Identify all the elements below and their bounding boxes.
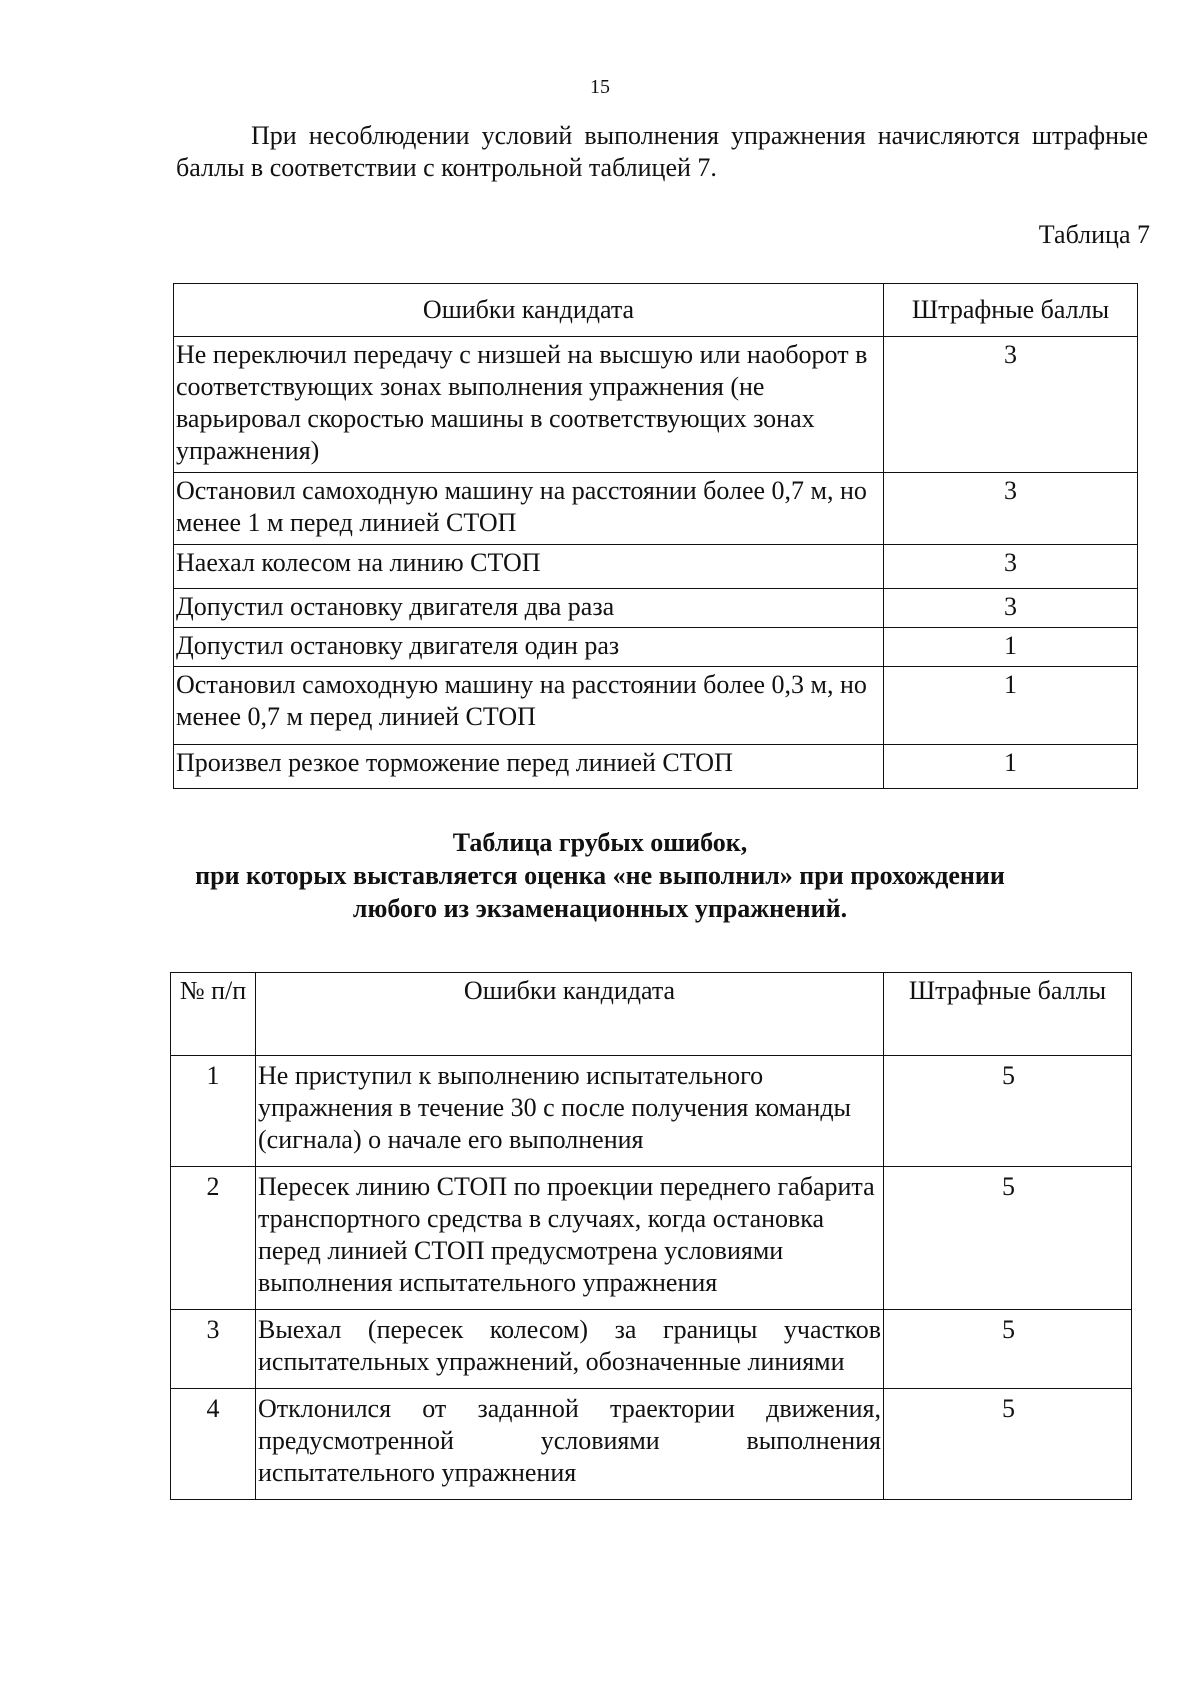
points-cell: 3 — [884, 545, 1138, 589]
points-cell: 5 — [884, 1310, 1132, 1389]
points-cell: 5 — [884, 1389, 1132, 1500]
row-number-cell: 1 — [171, 1056, 256, 1167]
table-row — [171, 1389, 1132, 1500]
error-cell: Допустил остановку двигателя два раза — [174, 589, 884, 628]
table-row — [174, 473, 1138, 545]
table-row — [174, 337, 1138, 473]
error-cell: Остановил самоходную машину на расстоянии более 0,3 м, но менее 0,7 м перед линией СТОП — [174, 667, 884, 745]
column-header-points: Штрафные баллы — [884, 284, 1138, 337]
error-cell: Допустил остановку двигателя один раз — [174, 628, 884, 667]
gross-title-line: при которых выставляется оценка «не выполнил» при прохождении — [195, 861, 1005, 890]
points-cell: 3 — [884, 589, 1138, 628]
points-cell: 3 — [884, 473, 1138, 545]
table-header-row — [174, 284, 1138, 337]
gross-title-line: Таблица грубых ошибок, — [452, 828, 748, 857]
table-header-row — [171, 973, 1132, 1056]
error-cell: Наехал колесом на линию СТОП — [174, 545, 884, 589]
table-row — [171, 1167, 1132, 1310]
error-cell: Остановил самоходную машину на расстоянии более 0,7 м, но менее 1 м перед линией СТОП — [174, 473, 884, 545]
error-cell: Не переключил передачу с низшей на высшую или наоборот в соответствующих зонах выполнения упражнения (не варьировал скоростью машины в соответствующих зонах упражнения) — [174, 337, 884, 473]
error-cell: Пересек линию СТОП по проекции переднего габарита транспортного средства в случаях, когда остановка перед линией СТОП предусмотрена условиями выполнения испытательного упражнения — [256, 1167, 884, 1310]
table-row — [174, 628, 1138, 667]
gross-errors-title — [0, 826, 1200, 925]
table-row — [171, 1056, 1132, 1167]
points-cell: 1 — [884, 628, 1138, 667]
penalty-table — [173, 283, 1138, 789]
row-number-cell: 4 — [171, 1389, 256, 1500]
error-cell: Выехал (пересек колесом) за границы участков испытательных упражнений, обозначенные линиями — [256, 1310, 884, 1389]
error-cell: Не приступил к выполнению испытательного упражнения в течение 30 с после получения команды (сигнала) о начале его выполнения — [256, 1056, 884, 1167]
points-cell: 5 — [884, 1056, 1132, 1167]
table-row — [174, 545, 1138, 589]
points-cell: 5 — [884, 1167, 1132, 1310]
points-cell: 1 — [884, 745, 1138, 789]
column-header-errors: Ошибки кандидата — [174, 284, 884, 337]
points-cell: 1 — [884, 667, 1138, 745]
points-cell: 3 — [884, 337, 1138, 473]
error-cell: Произвел резкое торможение перед линией СТОП — [174, 745, 884, 789]
table-row — [174, 745, 1138, 789]
row-number-cell: 3 — [171, 1310, 256, 1389]
page-number: 15 — [590, 76, 610, 98]
table-row — [174, 667, 1138, 745]
row-number-cell: 2 — [171, 1167, 256, 1310]
column-header-number: № п/п — [171, 973, 256, 1056]
gross-title-line: любого из экзаменационных упражнений. — [352, 894, 848, 923]
table-row — [171, 1310, 1132, 1389]
intro-paragraph: При несоблюдении условий выполнения упражнения начисляются штрафные баллы в соответствии с контрольной таблицей 7. — [176, 121, 1148, 182]
error-cell: Отклонился от заданной траектории движения, предусмотренной условиями выполнения испытательного упражнения — [256, 1389, 884, 1500]
table-7-caption: Таблица 7 — [1038, 220, 1150, 249]
table-row — [174, 589, 1138, 628]
gross-errors-table — [170, 972, 1132, 1500]
column-header-errors: Ошибки кандидата — [256, 973, 884, 1056]
column-header-points: Штрафные баллы — [884, 973, 1132, 1056]
